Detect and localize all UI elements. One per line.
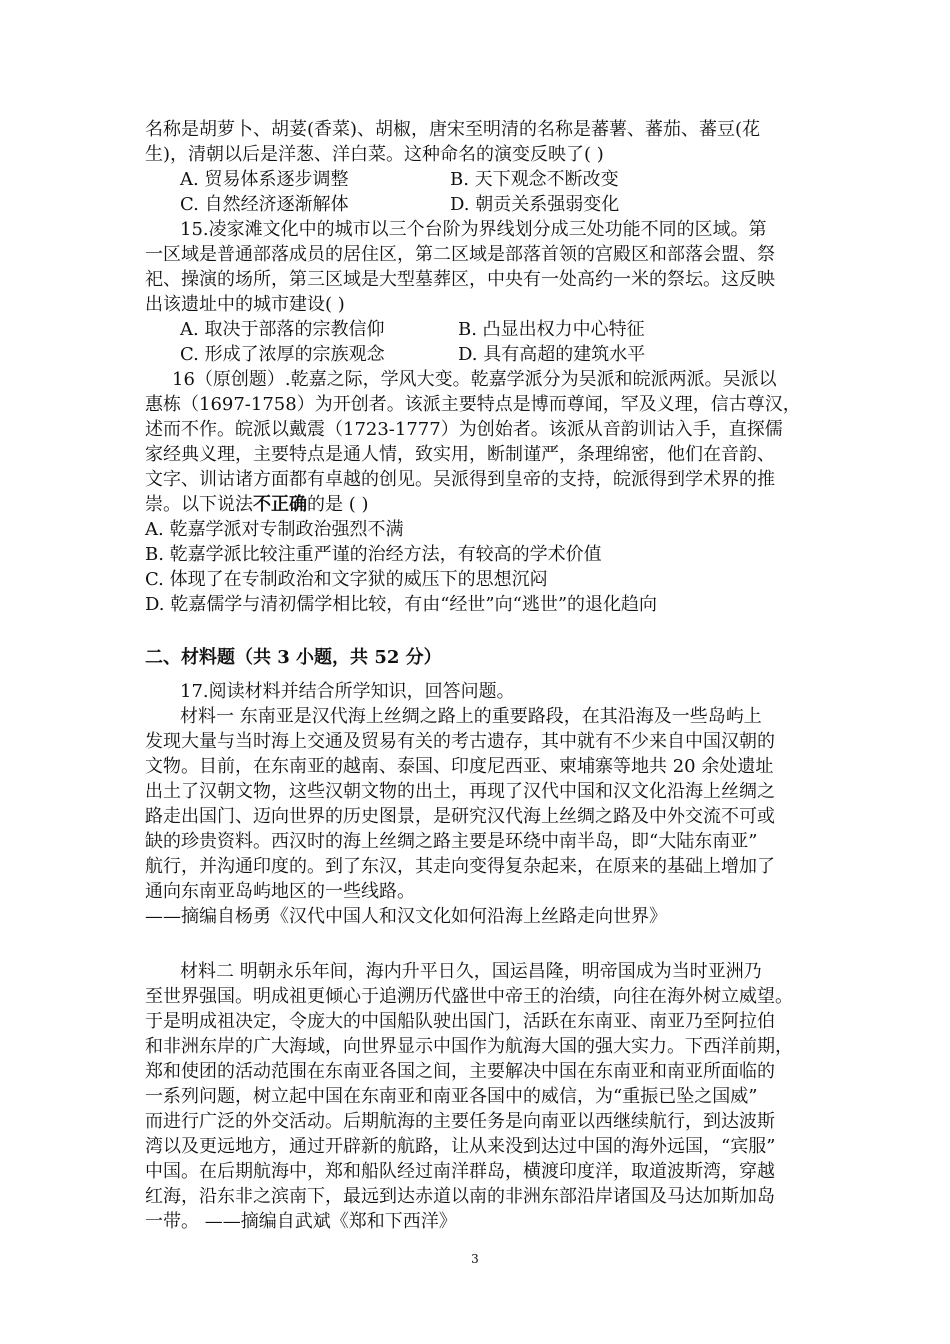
q14-option-b: B. 天下观念不断改变	[450, 169, 619, 190]
q15-line-2: 一区域是普通部落成员的居住区，第二区域是部落首领的宫殿区和部落会盟、祭	[145, 244, 775, 265]
q14-option-d: D. 朝贡关系强弱变化	[450, 194, 620, 215]
q15-line-4: 出该遗址中的城市建设( )	[145, 294, 345, 315]
q17-material2-line-11: 一带。 ——摘编自武斌《郑和下西洋》	[145, 1211, 457, 1232]
q15-line-3: 祀、操演的场所，第三区域是大型墓葬区，中央有一处高约一米的祭坛。这反映	[145, 269, 775, 290]
q16-option-a: A. 乾嘉学派对专制政治强烈不满	[145, 519, 404, 540]
q16-line-2: 惠栋（1697-1758）为开创者。该派主要特点是博而尊闻，罕及义理，信古尊汉，	[145, 394, 801, 415]
q17-material2-line-7: 而进行广泛的外交活动。后期航海的主要任务是向南亚以西继续航行，到达波斯	[145, 1111, 775, 1132]
q16-line-3: 述而不作。皖派以戴震（1723-1777）为创始者。该派从音韵训诂入手，直探儒	[145, 419, 783, 440]
q17-material1-line-4: 出土了汉朝文物，这些汉朝文物的出土，再现了汉代中国和汉文化沿海上丝绸之	[145, 781, 775, 802]
q17-material2-line-8: 湾以及更远地方，通过开辟新的航路，让从来没到达过中国的海外远国，“宾服”	[145, 1136, 776, 1157]
q15-option-d: D. 具有高超的建筑水平	[458, 344, 646, 365]
q17-material2-line-2: 至世界强国。明成祖更倾心于追溯历代盛世中帝王的治绩，向往在海外树立威望。	[145, 986, 793, 1007]
q16-line-5: 文字、训诂诸方面都有卓越的创见。吴派得到皇帝的支持，皖派得到学术界的推	[145, 469, 775, 490]
q17-material1-line-7: 航行，并沟通印度的。到了东汉，其走向变得复杂起来，在原来的基础上增加了	[145, 856, 775, 877]
q14-line-1: 名称是胡萝卜、胡荽(香菜)、胡椒，唐宋至明清的名称是蕃薯、蕃茄、蕃豆(花	[145, 119, 761, 140]
q16-line-4: 家经典义理，主要特点是通人情，致实用，断制谨严，条理绵密，他们在音韵、	[145, 444, 775, 465]
q17-source-1: ——摘编自杨勇《汉代中国人和汉文化如何沿海上丝路走向世界》	[145, 906, 667, 927]
q17-material2-line-1: 材料二 明朝永乐年间，海内升平日久，国运昌隆，明帝国成为当时亚洲乃	[180, 961, 762, 982]
q14-option-a: A. 贸易体系逐步调整	[180, 169, 349, 190]
q17-material1-line-5: 路走出国门、迈向世界的历史图景，是研究汉代海上丝绸之路及中外交流不可或	[145, 806, 775, 827]
q15-option-b: B. 凸显出权力中心特征	[458, 319, 645, 340]
q15-line-1: 15.凌家滩文化中的城市以三个台阶为界线划分成三处功能不同的区域。第	[180, 219, 767, 240]
q16-line-1: 16（原创题）.乾嘉之际，学风大变。乾嘉学派分为吴派和皖派两派。吴派以	[172, 369, 777, 390]
q14-line-2: 生)，清朝以后是洋葱、洋白菜。这种命名的演变反映了( )	[145, 144, 604, 165]
q17-material1-line-1: 材料一 东南亚是汉代海上丝绸之路上的重要路段，在其沿海及一些岛屿上	[180, 706, 762, 727]
q17-material2-line-6: 一系列问题，树立起中国在东南亚和南亚各国中的威信，为“重振已坠之国威”	[145, 1086, 758, 1107]
section-heading: 二、材料题（共 3 小题，共 52 分）	[145, 647, 442, 668]
q16-last-suffix: 的是 ( )	[307, 494, 369, 515]
q16-option-d: D. 乾嘉儒学与清初儒学相比较，有由“经世”向“逃世”的退化趋向	[145, 594, 658, 615]
q15-option-a: A. 取决于部落的宗教信仰	[180, 319, 385, 340]
q16-option-b: B. 乾嘉学派比较注重严谨的治经方法，有较高的学术价值	[145, 544, 602, 565]
q15-option-c: C. 形成了浓厚的宗族观念	[180, 344, 385, 365]
q16-line-6	[145, 493, 369, 517]
page-number: 3	[471, 1252, 479, 1266]
q16-emphasis: 不正确	[253, 494, 307, 515]
q17-material2-line-10: 红海，沿东非之滨南下，最远到达赤道以南的非洲东部沿岸诸国及马达加斯加岛	[145, 1186, 775, 1207]
q16-last-prefix: 崇。以下说法	[145, 494, 253, 515]
q17-material1-line-8: 通向东南亚岛屿地区的一些线路。	[145, 881, 415, 902]
q17-material2-line-5: 郑和使团的活动范围在东南亚各国之间，主要解决中国在东南亚和南亚所面临的	[145, 1061, 775, 1082]
q17-material2-line-3: 于是明成祖决定，令庞大的中国船队驶出国门，活跃在东南亚、南亚乃至阿拉伯	[145, 1011, 775, 1032]
q17-material1-line-3: 文物。目前，在东南亚的越南、泰国、印度尼西亚、柬埔寨等地共 20 余处遗址	[145, 756, 774, 777]
q17-material2-line-9: 中国。在后期航海中，郑和船队经过南洋群岛，横渡印度洋，取道波斯湾，穿越	[145, 1161, 775, 1182]
q16-option-c: C. 体现了在专制政治和文字狱的威压下的思想沉闷	[145, 569, 548, 590]
q17-prompt: 17.阅读材料并结合所学知识，回答问题。	[180, 681, 515, 702]
q14-option-c: C. 自然经济逐渐解体	[180, 194, 349, 215]
q17-material2-line-4: 和非洲东岸的广大海域，向世界显示中国作为航海大国的强大实力。下西洋前期，	[145, 1036, 793, 1057]
q17-material1-line-6: 缺的珍贵资料。西汉时的海上丝绸之路主要是环绕中南半岛，即“大陆东南亚”	[145, 831, 758, 852]
q17-material1-line-2: 发现大量与当时海上交通及贸易有关的考古遗存，其中就有不少来自中国汉朝的	[145, 731, 775, 752]
